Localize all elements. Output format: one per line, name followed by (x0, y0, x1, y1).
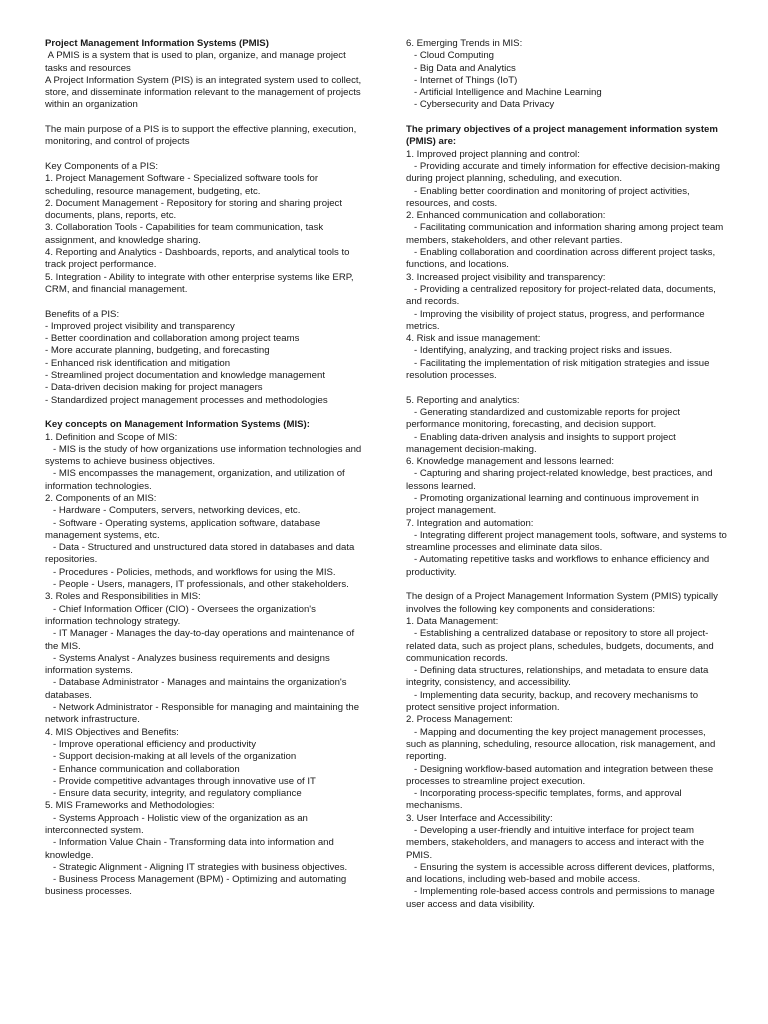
text-line: - Facilitating the implementation of risk mitigation strategies and issue resolution processes. (406, 357, 713, 382)
text-line: 1. Data Management: (406, 615, 499, 627)
text-line: 6. Knowledge management and lessons learned: (406, 456, 615, 468)
text-line: 2. Process Management: (406, 714, 513, 726)
blank-line (45, 296, 363, 308)
text-line: - Defining data structures, relationships, and metadata to ensure data integrity, consistency, and accessibility. (406, 665, 712, 689)
text-line: - Business Process Management (BPM) - Optimizing and automating business processes. (45, 874, 349, 898)
text-line: - Establishing a centralized database or repository to store all project-related data, such as project plans, schedules, budgets, documents, and communication records. (406, 628, 717, 664)
text-line: - Chief Information Officer (CIO) - Oversees the organization's information technology strategy. (45, 603, 319, 627)
text-line: - Mapping and documenting the key project management processes, such as planning, scheduling, resource allocation, risk management, and reporting. (406, 726, 718, 763)
text-line: - Implementing role-based access controls and permissions to manage user access and data visibility. (406, 886, 718, 910)
text-line: - Network Administrator - Responsible for managing and maintaining the network infrastructure. (45, 702, 362, 726)
text-line: - Data - Structured and unstructured data stored in databases and data repositories. (45, 542, 357, 566)
text-line: Benefits of a PIS: (45, 308, 120, 320)
text-line: 5. MIS Frameworks and Methodologies: (45, 800, 215, 812)
text-line: - MIS is the study of how organizations use information technologies and systems to achieve business objectives. (45, 443, 364, 468)
text-line: - Capturing and sharing project-related knowledge, best practices, and lessons learned. (406, 468, 716, 492)
text-line: - Improving the visibility of project status, progress, and performance metrics. (406, 308, 708, 332)
text-line: 3. User Interface and Accessibility: (406, 812, 553, 824)
text-line: 6. Emerging Trends in MIS: (406, 38, 523, 49)
text-line: 4. Risk and issue management: (406, 333, 541, 345)
right-column (406, 38, 728, 911)
text-line: - Generating standardized and customizable reports for project performance monitoring, forecasting, and decision support. (406, 406, 683, 431)
text-line: 7. Integration and automation: (406, 517, 534, 529)
text-line: - Implementing data security, backup, and recovery mechanisms to protect sensitive project information. (406, 689, 701, 714)
text-line: 1. Improved project planning and control: (406, 148, 580, 160)
text-line: - Promoting organizational learning and continuous improvement in project management. (406, 492, 702, 517)
text-line: 3. Increased project visibility and transparency: (406, 271, 606, 283)
text-line: - IT Manager - Manages the day-to-day operations and maintenance of the MIS. (45, 628, 357, 652)
blank-line (45, 149, 363, 161)
text-line: - Integrating different project management tools, software, and systems to streamline processes and eliminate data silos. (406, 529, 730, 554)
text-line: - Big Data and Analytics (406, 62, 516, 74)
text-line: 2. Enhanced communication and collaboration: (406, 210, 606, 222)
text-line: - Cloud Computing (406, 50, 494, 62)
text-line: 4. MIS Objectives and Benefits: (45, 726, 179, 738)
section-heading: Key concepts on Management Information Systems (MIS): (45, 419, 310, 431)
blank-line (406, 579, 728, 591)
text-line: 1. Project Management Software - Specialized software tools for scheduling, resource management, budgeting, etc. (45, 173, 321, 197)
text-line: - Providing a centralized repository for project-related data, documents, and records. (406, 283, 719, 308)
text-line: - Improved project visibility and transparency (45, 320, 235, 332)
section-heading: The primary objectives of a project management information system (PMIS) are: (406, 124, 721, 148)
text-line: - Information Value Chain - Transforming data into information and knowledge. (45, 837, 337, 861)
text-line: 2. Document Management - Repository for storing and sharing project documents, plans, reports, etc. (45, 197, 345, 222)
text-line: - Database Administrator - Manages and maintains the organization's databases. (45, 677, 350, 701)
text-line: - Enhanced risk identification and mitigation (45, 357, 231, 369)
blank-line (406, 112, 728, 124)
text-line: - Enabling collaboration and coordination across different project tasks, functions, and locations. (406, 247, 718, 271)
text-line: 1. Definition and Scope of MIS: (45, 431, 178, 443)
text-line: The design of a Project Management Information System (PMIS) typically involves the following key components and considerations: (406, 591, 721, 615)
text-line: - Procedures - Policies, methods, and workflows for using the MIS. (45, 566, 336, 578)
text-line: - Systems Analyst - Analyzes business requirements and designs information systems. (45, 652, 333, 677)
text-line: - Ensuring the system is accessible across different devices, platforms, and locations, including web-based and mobile access. (406, 861, 718, 886)
text-line: - Ensure data security, integrity, and regulatory compliance (45, 788, 302, 800)
text-line: - Artificial Intelligence and Machine Learning (406, 87, 602, 99)
text-line: - Systems Approach - Holistic view of the organization as an interconnected system. (45, 812, 311, 836)
text-line: - Developing a user-friendly and intuitive interface for project team members, stakeholders, and managers to access and interact with the PMIS. (406, 825, 707, 861)
text-line: - Internet of Things (IoT) (406, 74, 518, 86)
text-line: - Hardware - Computers, servers, networking devices, etc. (45, 505, 301, 517)
blank-line (45, 407, 363, 419)
text-line: 3. Collaboration Tools - Capabilities for team communication, task assignment, and knowledge sharing. (45, 222, 326, 246)
text-line: - Facilitating communication and information sharing among project team members, stakeholders, and other relevant parties. (406, 222, 726, 246)
text-line: - Streamlined project documentation and knowledge management (45, 370, 325, 382)
text-line: - Identifying, analyzing, and tracking project risks and issues. (406, 345, 673, 357)
text-line: A PMIS is a system that is used to plan, organize, and manage project tasks and resources (45, 50, 349, 74)
text-line: - Incorporating process-specific templates, forms, and approval mechanisms. (406, 788, 685, 812)
text-line: 4. Reporting and Analytics - Dashboards, reports, and analytical tools to track project performance. (45, 247, 353, 271)
text-line: - Providing accurate and timely information for effective decision-making during project planning, scheduling, and execution. (406, 160, 723, 185)
blank-line (45, 112, 363, 124)
text-line: 5. Reporting and analytics: (406, 394, 520, 406)
text-line: - Data-driven decision making for project managers (45, 382, 263, 394)
text-line: - Enabling data-driven analysis and insights to support project management decision-making. (406, 431, 679, 455)
text-line: - Automating repetitive tasks and workflows to enhance efficiency and productivity. (406, 554, 712, 578)
text-line: The main purpose of a PIS is to support the effective planning, execution, monitoring, and control of projects (45, 124, 359, 148)
text-line: - Software - Operating systems, application software, database management systems, etc. (45, 517, 323, 541)
text-line: - Enhance communication and collaboration (45, 763, 240, 775)
text-line: 5. Integration - Ability to integrate with other enterprise systems like ERP, CRM, and financial management. (45, 271, 357, 295)
text-line: - Cybersecurity and Data Privacy (406, 99, 555, 111)
text-line: - Strategic Alignment - Aligning IT strategies with business objectives. (45, 861, 348, 873)
text-line: A Project Information System (PIS) is an integrated system used to collect, store, and disseminate information relevant to the management of projects within an organization (45, 74, 364, 111)
text-line: - Provide competitive advantages through innovative use of IT (45, 775, 316, 787)
text-line: - Better coordination and collaboration among project teams (45, 333, 300, 345)
text-line: - Enabling better coordination and monitoring of project activities, resources, and costs. (406, 185, 693, 209)
blank-line (406, 382, 728, 394)
text-line: - Designing workflow-based automation and integration between these processes to streamline project execution. (406, 763, 716, 787)
text-line: 2. Components of an MIS: (45, 492, 157, 504)
left-column (45, 38, 363, 899)
text-line: Key Components of a PIS: (45, 160, 159, 172)
section-heading: Project Management Information Systems (PMIS) (45, 38, 269, 49)
text-line: - People - Users, managers, IT professionals, and other stakeholders. (45, 579, 349, 591)
text-line: - Standardized project management processes and methodologies (45, 394, 328, 406)
text-line: - More accurate planning, budgeting, and forecasting (45, 345, 270, 357)
text-line: - Improve operational efficiency and productivity (45, 738, 256, 750)
text-line: - MIS encompasses the management, organization, and utilization of information technologies. (45, 468, 348, 492)
text-line: - Support decision-making at all levels of the organization (45, 751, 297, 763)
text-line: 3. Roles and Responsibilities in MIS: (45, 591, 201, 603)
